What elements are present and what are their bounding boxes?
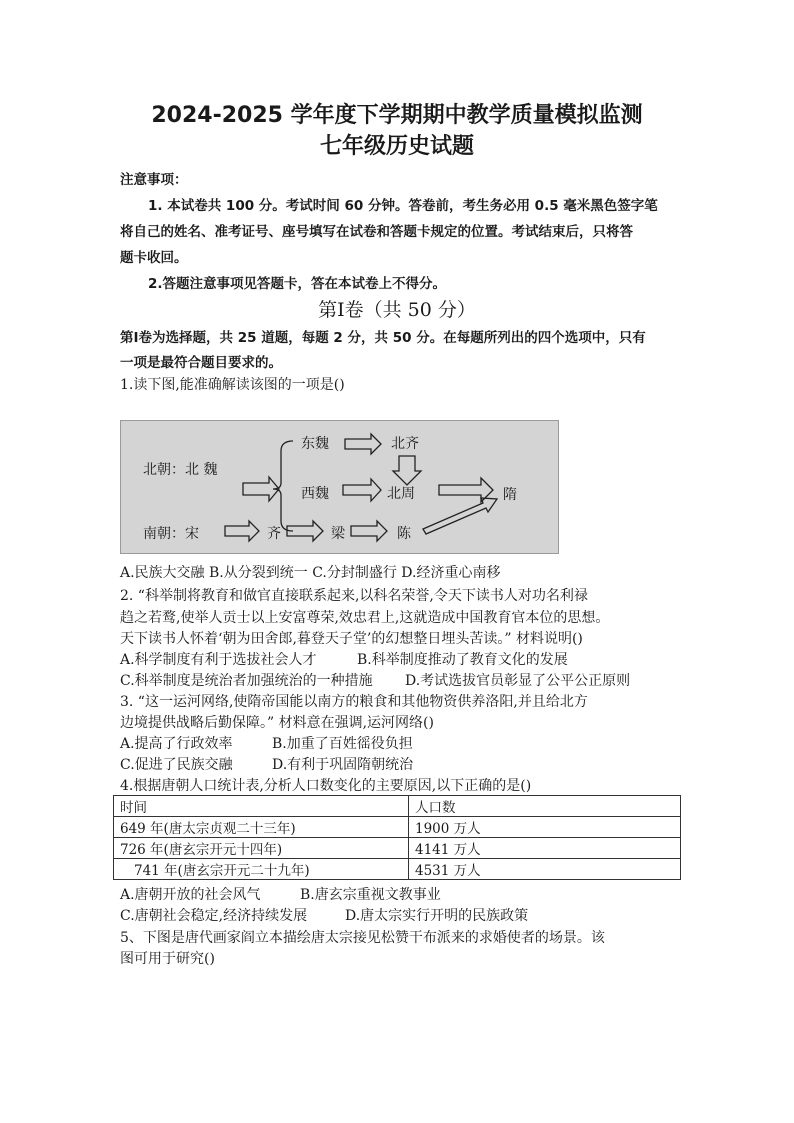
table-cell: 741 年(唐玄宗开元二十九年): [114, 859, 409, 880]
q3-line1: 3. “这一运河网络,使隋帝国能以南方的粮食和其他物资供养洛阳,并且给北方: [120, 694, 588, 710]
label-north-dynasty: 北朝：北 魏: [143, 462, 218, 478]
table-header-row: [114, 796, 681, 817]
exam-title: 2024-2025 学年度下学期期中教学质量模拟监测: [151, 103, 643, 128]
section-title: 第Ⅰ卷（共 50 分）: [318, 299, 476, 321]
table-row: [114, 838, 681, 859]
section-desc-line1: 第Ⅰ卷为选择题，共 25 道题，每题 2 分，共 50 分。在每题所列出的四个选项中，只有: [120, 330, 646, 346]
label-south-dynasty: 南朝：宋: [143, 526, 199, 542]
q2-option-a: A.科学制度有利于选拔社会人才: [120, 652, 317, 668]
q4-option-d: D.唐太宗实行开明的民族政策: [345, 908, 529, 924]
label-north-zhou: 北周: [387, 486, 415, 502]
arrow-north-qi-down: [393, 456, 421, 485]
q2-line1: 2. “科举制将教育和做官直接联系起来,以科名荣誉,令天下读书人对功名利禄: [120, 588, 588, 604]
q1-options: A.民族大交融 B.从分裂到统一 C.分封制盛行 D.经济重心南移: [120, 565, 501, 581]
notes-item1-line2: 将自己的姓名、准考证号、座号填写在试卷和答题卡规定的位置。考试结束后，只将答: [120, 224, 633, 240]
q2-line3: 天下读书人怀着‘朝为田舍郎,暮登天子堂’的幻想整日埋头苦读。” 材料说明(): [120, 631, 583, 647]
label-qi: 齐: [267, 526, 281, 542]
label-sui: 隋: [503, 487, 517, 503]
q4-option-c: C.唐朝社会稳定,经济持续发展: [120, 908, 308, 924]
notes-item2: 2.答题注意事项见答题卡，答在本试卷上不得分。: [148, 276, 447, 292]
q1-stem: 1.读下图,能准确解读该图的一项是(): [120, 377, 345, 393]
label-west-wei: 西魏: [301, 486, 329, 502]
q4-stem: 4.根据唐朝人口统计表,分析人口数变化的主要原因,以下正确的是(): [120, 778, 532, 794]
table-cell: 4531 万人: [409, 859, 681, 880]
q3-option-b: B.加重了百姓徭役负担: [272, 736, 413, 752]
section-desc-line2: 一项是最符合题目要求的。: [120, 355, 282, 371]
table-cell: 726 年(唐玄宗开元十四年): [114, 838, 409, 859]
q2-option-d: D.考试选拔官员彰显了公平公正原则: [405, 673, 631, 689]
arrow-liang: [351, 521, 387, 541]
label-east-wei: 东魏: [301, 436, 329, 452]
table-cell: 1900 万人: [409, 817, 681, 838]
q3-option-d: D.有利于巩固隋朝统治: [272, 757, 414, 773]
notes-item1-line1: 1. 本试卷共 100 分。考试时间 60 分钟。答卷前，考生务必用 0.5 毫米黑色签字笔: [148, 198, 658, 214]
table-cell: 649 年(唐太宗贞观二十三年): [114, 817, 409, 838]
q4-option-a: A.唐朝开放的社会风气: [120, 887, 261, 903]
q3-option-c: C.促进了民族交融: [120, 757, 233, 773]
dynasty-diagram: [120, 420, 559, 554]
notes-item1-line3: 题卡收回。: [120, 250, 188, 266]
q2-option-b: B.科举制度推动了教育文化的发展: [357, 652, 568, 668]
q3-line2: 边境提供战略后勤保障。” 材料意在强调,运河网络(): [120, 715, 434, 731]
q4-option-b: B.唐玄宗重视文教事业: [300, 887, 441, 903]
q3-option-a: A.提高了行政效率: [120, 736, 233, 752]
arrow-west-wei: [343, 479, 381, 501]
table-cell: 4141 万人: [409, 838, 681, 859]
arrow-chen: [423, 498, 497, 534]
table-row: [114, 859, 681, 880]
table-row: [114, 817, 681, 838]
label-liang: 梁: [331, 526, 345, 542]
label-north-qi: 北齐: [391, 436, 419, 452]
table-header-cell: 时间: [114, 796, 409, 817]
arrow-song: [225, 521, 259, 541]
notes-heading: 注意事项：: [120, 172, 188, 188]
q5-line2: 图可用于研究(): [120, 951, 215, 967]
arrow-east-wei: [345, 434, 381, 454]
label-chen: 陈: [397, 526, 411, 542]
exam-subtitle: 七年级历史试题: [319, 134, 474, 159]
q2-line2: 趋之若鹜,使举人贡士以上安富尊荣,效忠君上,这就造成中国教育官本位的思想。: [120, 610, 610, 626]
q5-line1: 5、下图是唐代画家阎立本描绘唐太宗接见松赞干布派来的求婚使者的场景。该: [120, 930, 605, 946]
population-table: [113, 795, 681, 880]
table-header-cell: 人口数: [409, 796, 681, 817]
q2-option-c: C.科举制度是统治者加强统治的一种措施: [120, 673, 373, 689]
